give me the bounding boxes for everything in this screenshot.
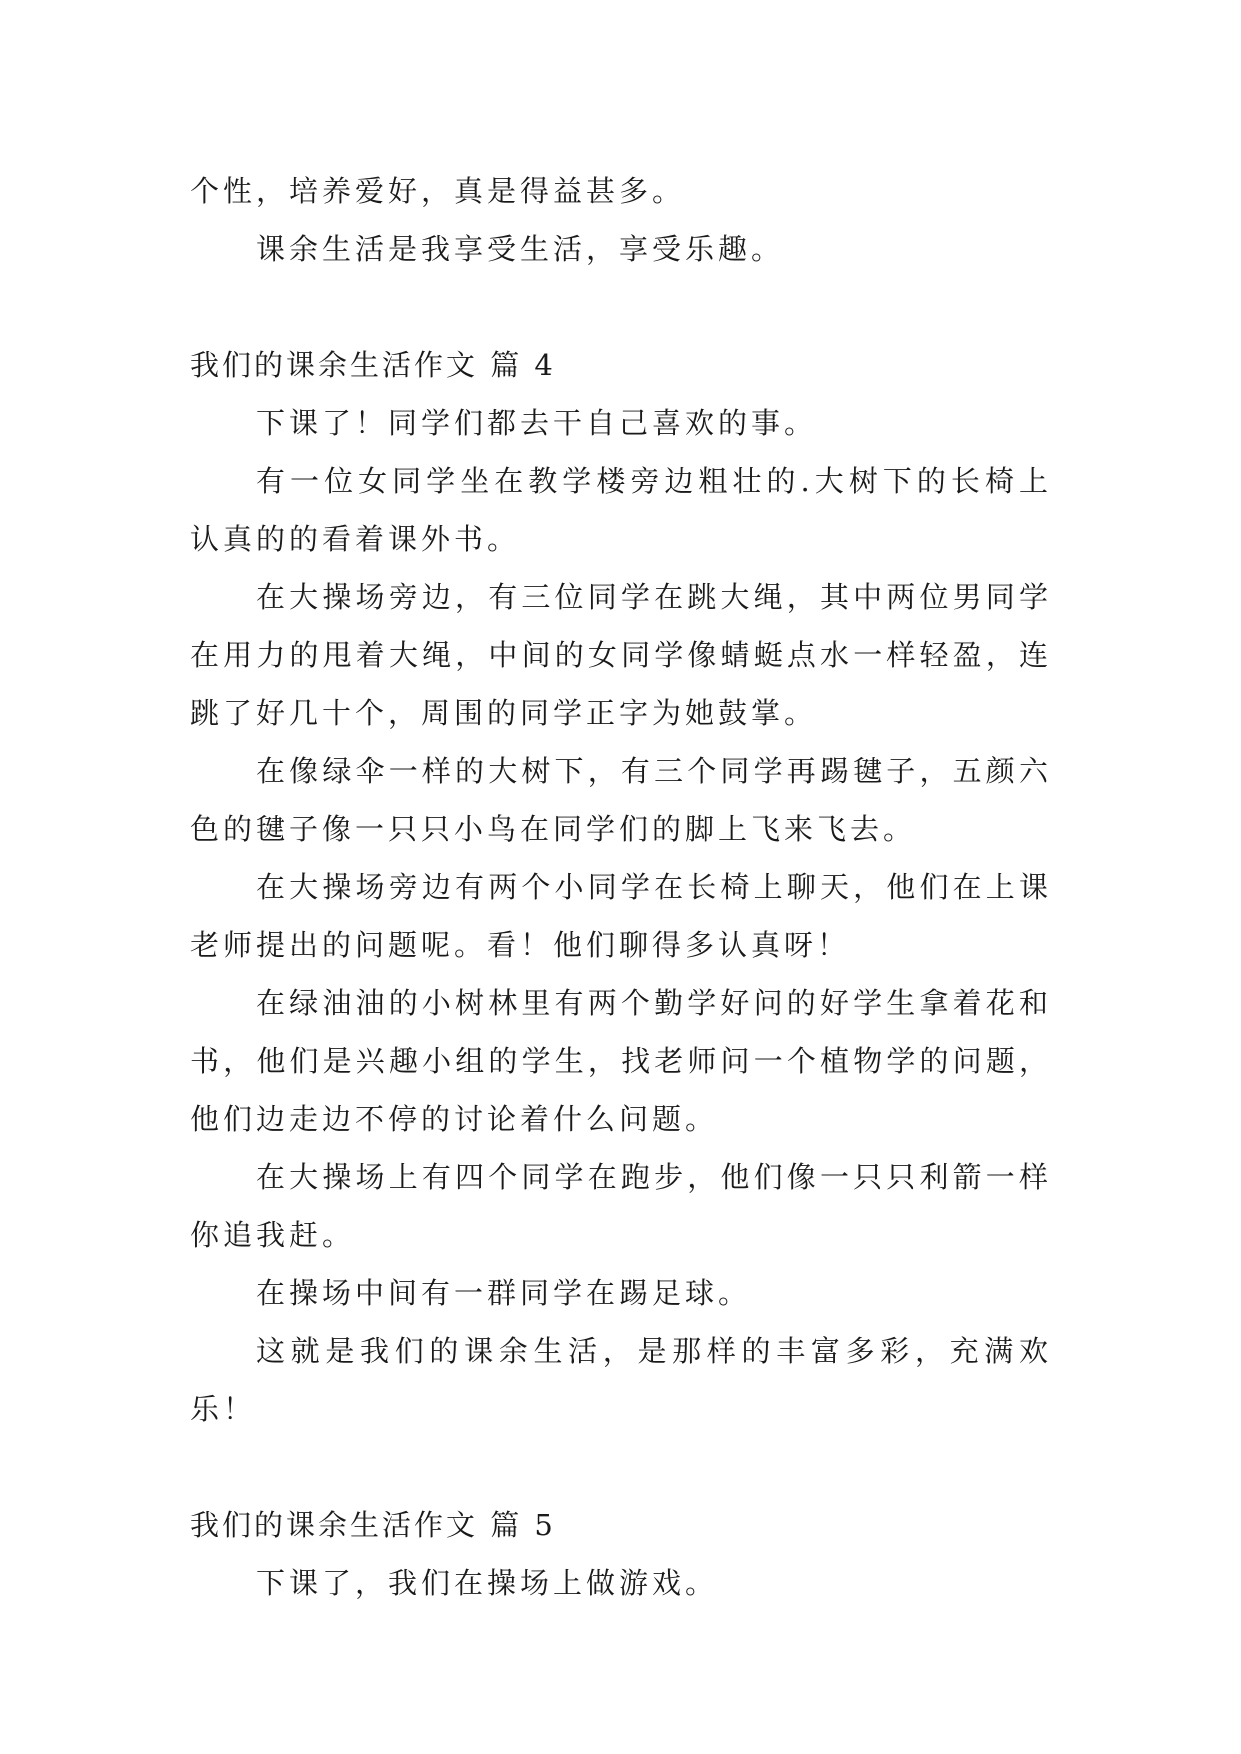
paragraph: 在大操场旁边有两个小同学在长椅上聊天，他们在上课老师提出的问题呢。看！他们聊得多认真呀！ bbox=[190, 870, 1052, 962]
document-body bbox=[190, 162, 1052, 1612]
paragraph: 在像绿伞一样的大树下，有三个同学再踢毽子，五颜六色的毽子像一只只小鸟在同学们的脚上飞来飞去。 bbox=[190, 754, 1052, 846]
paragraph: 在绿油油的小树林里有两个勤学好问的好学生拿着花和书，他们是兴趣小组的学生，找老师问一个植物学的问题，他们边走边不停的讨论着什么问题。 bbox=[190, 986, 1052, 1136]
section-title: 我们的课余生活作文 篇 5 bbox=[190, 1508, 556, 1542]
paragraph: 个性，培养爱好，真是得益甚多。 bbox=[190, 174, 686, 208]
section-title: 我们的课余生活作文 篇 4 bbox=[190, 348, 556, 382]
paragraph: 课余生活是我享受生活，享受乐趣。 bbox=[256, 232, 785, 266]
paragraph: 在操场中间有一群同学在踢足球。 bbox=[256, 1276, 752, 1310]
paragraph: 在大操场上有四个同学在跑步，他们像一只只利箭一样你追我赶。 bbox=[190, 1160, 1052, 1252]
paragraph: 这就是我们的课余生活，是那样的丰富多彩，充满欢乐！ bbox=[190, 1334, 1052, 1426]
paragraph: 下课了！同学们都去干自己喜欢的事。 bbox=[256, 406, 818, 440]
paragraph: 下课了，我们在操场上做游戏。 bbox=[256, 1566, 719, 1600]
paragraph: 有一位女同学坐在教学楼旁边粗壮的.大树下的长椅上认真的的看着课外书。 bbox=[190, 464, 1052, 556]
paragraph: 在大操场旁边，有三位同学在跳大绳，其中两位男同学在用力的甩着大绳，中间的女同学像蜻蜓点水一样轻盈，连跳了好几十个，周围的同学正字为她鼓掌。 bbox=[190, 580, 1052, 730]
